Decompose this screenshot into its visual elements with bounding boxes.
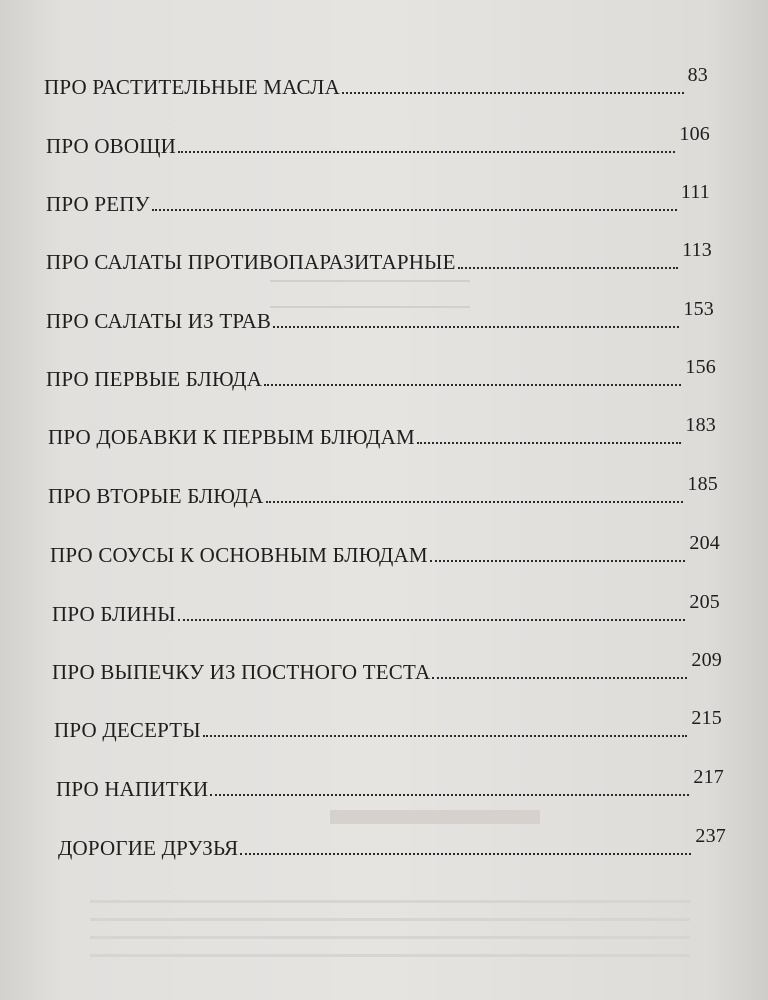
dot-leader [203, 735, 688, 737]
toc-entry-title: ПРО ОВОЩИ [46, 134, 177, 158]
toc-entry-title: ПРО ПЕРВЫЕ БЛЮДА [46, 367, 263, 391]
toc-entry [56, 766, 724, 801]
toc-entry-page: 106 [679, 123, 710, 145]
toc-entry-title: ПРО ВТОРЫЕ БЛЮДА [48, 484, 264, 508]
toc-entry [46, 239, 712, 274]
toc-entry-page: 185 [687, 473, 718, 495]
toc-entry-title: ПРО РАСТИТЕЛЬНЫЕ МАСЛА [44, 75, 340, 99]
toc-entry-page: 205 [689, 591, 720, 613]
toc-entry-title: ПРО СОУСЫ К ОСНОВНЫМ БЛЮДАМ [50, 543, 428, 567]
toc-entry [46, 181, 710, 216]
dot-leader [210, 794, 689, 796]
toc-entry-title: ПРО РЕПУ [46, 192, 150, 216]
dot-leader [432, 677, 687, 679]
dot-leader [342, 92, 684, 94]
toc-entry [46, 123, 710, 158]
dot-leader [266, 501, 684, 503]
toc-entry-title: ДОРОГИЕ ДРУЗЬЯ [58, 836, 239, 860]
toc-entry-title: ПРО ДОБАВКИ К ПЕРВЫМ БЛЮДАМ [48, 425, 415, 449]
toc-entry [44, 64, 708, 99]
toc-entry-page: 153 [683, 298, 714, 320]
toc-entry [48, 473, 718, 508]
dot-leader [430, 560, 686, 562]
toc-entry-title: ПРО НАПИТКИ [56, 777, 209, 801]
toc-entry-page: 209 [691, 649, 722, 671]
toc-entry-page: 113 [682, 239, 712, 261]
dot-leader [240, 853, 691, 855]
toc-entry-title: ПРО ВЫПЕЧКУ ИЗ ПОСТНОГО ТЕСТА [52, 660, 431, 684]
toc-entry [46, 356, 716, 391]
toc-entry-page: 111 [680, 181, 710, 203]
toc-entry-title: ПРО БЛИНЫ [52, 602, 176, 626]
toc-entry [54, 707, 722, 742]
dot-leader [458, 267, 679, 269]
toc-entry-title: ПРО САЛАТЫ ИЗ ТРАВ [46, 309, 272, 333]
dot-leader [417, 442, 681, 444]
toc-entry-title: ПРО САЛАТЫ ПРОТИВОПАРАЗИТАРНЫЕ [46, 250, 456, 274]
dot-leader [273, 326, 679, 328]
toc-entry [46, 298, 714, 333]
toc-entry-page: 156 [685, 356, 716, 378]
dot-leader [178, 619, 686, 621]
toc-entry [58, 825, 726, 860]
toc-entry-page: 237 [695, 825, 726, 847]
toc-entry [52, 591, 720, 626]
toc-entry-page: 183 [685, 414, 716, 436]
toc-entry-title: ПРО ДЕСЕРТЫ [54, 718, 201, 742]
dot-leader [152, 209, 677, 211]
toc-entry-page: 217 [693, 766, 724, 788]
toc-entry [48, 414, 716, 449]
toc-entry-page: 204 [689, 532, 720, 554]
toc-entry-page: 83 [687, 64, 708, 86]
toc-entry [52, 649, 722, 684]
dot-leader [264, 384, 681, 386]
toc-entry [50, 532, 720, 567]
toc-entry-page: 215 [691, 707, 722, 729]
dot-leader [178, 151, 675, 153]
